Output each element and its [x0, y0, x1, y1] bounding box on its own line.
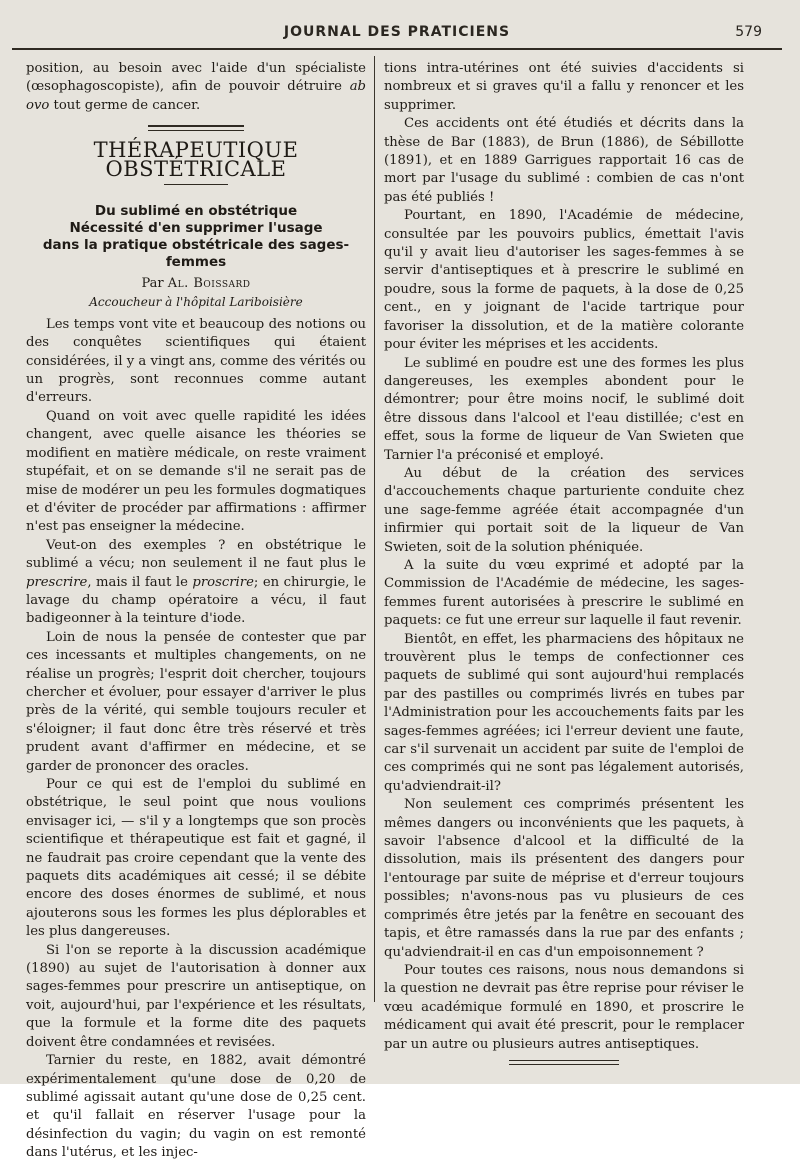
section-separator — [148, 125, 244, 131]
paragraph: tions intra-utérines ont été suivies d'accidents si nombreux et si graves qu'il a fallu y renoncer et les supprimer. — [384, 61, 744, 113]
paragraph: A la suite du vœu exprimé et adopté par la Commission de l'Académie de médecine, les sages-femmes furent autorisées à prescrire le sublimé en paquets: ce fut une erreur sur laquelle il faut revenir. — [384, 557, 744, 629]
paragraph: Loin de nous la pensée de contester que par ces incessants et multiples changements, on ne réalise un progrès; l'esprit doit chercher, toujours chercher et évoluer, pour essayer d'arriver le plus près de la vérité, qui semble toujours reculer et s'éloigner; il faut donc être très réservé et très prudent avant d'affirmer en médecine, et se garder de prononcer des oracles. — [26, 629, 366, 774]
paragraph: Veut-on des exemples ? en obstétrique le sublimé a vécu; non seulement il ne faut plus le prescrire, mais il faut le proscrire; en chirurgie, le lavage du champ opératoire a vécu, il faut badigeonner à la teinture d'iode. — [26, 537, 366, 627]
paragraph: Le sublimé en poudre est une des formes les plus dangereuses, les exemples abondent pour le démontrer; pour être moins nocif, le sublimé doit être dissous dans l'alcool et l'eau distillée; c'est en effet, sous la forme de liqueur de Van Swieten que Tarnier l'a préconisé et employé. — [384, 355, 744, 463]
paragraph: Pour toutes ces raisons, nous nous demandons si la question ne devrait pas être reprise pour réviser le vœu académique formulé en 1890, et proscrire le médicament qui avait été prescrit, pour le remplacer par un autre ou plusieurs autres antiseptiques. — [384, 962, 744, 1052]
author-affiliation: Accoucheur à l'hôpital Lariboisière — [89, 295, 303, 310]
paragraph: Pour ce qui est de l'emploi du sublimé en obstétrique, le seul point que nous voulions envisager ici, — s'il y a longtemps que son procès scientifique et thérapeutique est fait et gagné, il ne faudrait pas croire cependant que la vente des paquets dits académiques ait cessé; il se débite encore des doses énormes de sublimé, et nous ajouterons sous les formes les plus déplorables et les plus dangereuses. — [26, 777, 366, 940]
paragraph: Les temps vont vite et beaucoup des notions ou des conquêtes scientifiques qui étaient considérées, il y a vingt ans, comme des vérités ou un progrès, sont reconnues comme autant d'erreurs. — [26, 316, 366, 406]
column-divider — [374, 56, 375, 1002]
paragraph: Pourtant, en 1890, l'Académie de médecine, consultée par les pouvoirs publics, émettait l'avis qu'il y avait lieu d'autoriser les sages-femmes à se servir d'antiseptiques et à prescrire le sublimé en poudre, sous la forme de paquets, à la dose de 0,25 cent., en y joignant de l'acide tartrique pour favoriser la dissolution, et de la matière colorante pour éviter les méprises et les accidents. — [384, 208, 744, 353]
paragraph: Si l'on se reporte à la discussion académique (1890) au sujet de l'autorisation à donner aux sages-femmes pour prescrire un antiseptique, on voit, aujourd'hui, par l'expérience et les résultats, que la formule et la forme dite des paquets doivent être condamnées et revisées. — [26, 942, 366, 1050]
paragraph: Tarnier du reste, en 1882, avait démontré expérimentalement qu'une dose de 0,20 de sublimé agissait autant qu'une dose de 0,25 cent. et qu'il fallait en réserver l'usage pour la désinfection du vagin; du vagin on est remonté dans l'utérus, et les injec- — [26, 1053, 366, 1161]
paragraph: Bientôt, en effet, les pharmaciens des hôpitaux ne trouvèrent plus le temps de confectionner ces paquets de sublimé qui sont aujourd'hui remplacés par des pastilles ou comprimés livrés en tubes par l'Administration pour les accouchements faits par les sages-femmes agréées; ici l'erreur devient une faute, car s'il survenait un accident par suite de l'emploi de ces comprimés qui ne sont pas légalement autorisés, qu'adviendrait-il? — [384, 631, 744, 794]
left-column — [26, 60, 366, 1161]
article-title: Du sublimé en obstétrique Nécessité d'en supprimer l'usage dans la pratique obstétricale des sages-femmes — [42, 203, 350, 271]
paragraph: Ces accidents ont été étudiés et décrits dans la thèse de Bar (1883), de Brun (1886), de Sébillotte (1891), et en 1889 Garrigues rapportait 16 cas de mort par l'usage du sublimé : combien de cas n'ont pas été publiés ! — [384, 116, 744, 205]
author-name: Al. Boissard — [167, 276, 251, 292]
right-column — [384, 60, 744, 1052]
running-header — [12, 18, 782, 42]
header-rule — [12, 48, 782, 50]
section-title: THÉRAPEUTIQUE OBSTÉTRICALE — [93, 138, 299, 181]
continuation-paragraph: position, au besoin avec l'aide d'un spécialiste (œsophagoscopiste), afin de pouvoir détruire ab ovo tout germe de cancer. — [26, 61, 366, 113]
page-number: 579 — [735, 24, 762, 40]
byline: Par Al. Boissard — [141, 276, 251, 292]
latin-phrase: ab ovo — [26, 79, 366, 113]
title-rule — [164, 184, 228, 185]
journal-title: JOURNAL DES PRATICIENS — [283, 24, 511, 40]
paragraph: Au début de la création des services d'accouchements chaque parturiente conduite chez une sage-femme agréée était accompagnée d'un infirmier qui portait soit de la liqueur de Van Swieten, soit de la solution phéniquée. — [384, 465, 744, 555]
paragraph: Quand on voit avec quelle rapidité les idées changent, avec quelle aisance les théories se modifient en matière médicale, on reste vraiment stupéfait, et on se demande s'il ne serait pas de mise de modérer un peu les formules dogmatiques et d'éviter de procéder par affirmations : affirmer n'est pas enseigner la médecine. — [26, 408, 366, 535]
paragraph: Non seulement ces comprimés présentent les mêmes dangers ou inconvénients que les paquets, à savoir l'absence d'alcool et la difficulté de la dissolution, mais ils présentent des dangers pour l'entourage par suite de méprise et d'erreur toujours possibles; n'avons-nous pas vu plusieurs de ces comprimés être jetés par la fenêtre en secouant des tapis, et être ramassés dans la rue par des enfants ; qu'adviendrait-il en cas d'un empoisonnement ? — [384, 797, 744, 960]
article-end-rule — [509, 1060, 619, 1065]
